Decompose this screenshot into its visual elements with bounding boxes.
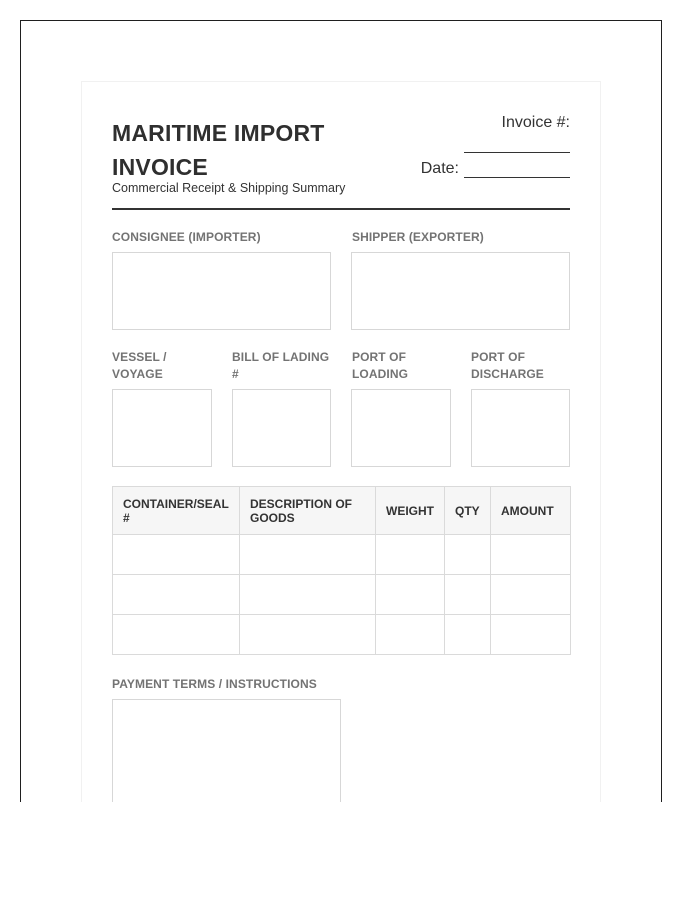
shipper-label: SHIPPER (EXPORTER) [352, 230, 484, 244]
invoice-number-field[interactable] [464, 152, 570, 153]
date-label: Date: [420, 160, 459, 177]
payment-terms-label: PAYMENT TERMS / INSTRUCTIONS [112, 677, 317, 691]
table-row [113, 615, 571, 655]
goods-table [112, 486, 571, 655]
port-of-loading-label: PORT OF LOADING [352, 350, 409, 381]
table-row [113, 535, 571, 575]
invoice-number-row [502, 114, 570, 132]
table-header-row [113, 487, 571, 535]
table-cell-amount[interactable] [491, 615, 571, 655]
consignee-field[interactable] [112, 252, 331, 330]
table-cell-qty[interactable] [445, 535, 491, 575]
table-cell-qty[interactable] [445, 615, 491, 655]
payment-terms-field[interactable] [112, 699, 341, 802]
table-cell-description[interactable] [240, 615, 376, 655]
page-subtitle: Commercial Receipt & Shipping Summary [112, 181, 346, 195]
vessel-field[interactable] [112, 389, 212, 467]
header-divider [112, 208, 570, 210]
column-header-weight: WEIGHT [376, 487, 445, 535]
table-row [113, 575, 571, 615]
port-of-loading-field[interactable] [351, 389, 451, 467]
date-field[interactable] [464, 159, 570, 178]
document-viewport [20, 20, 662, 802]
table-cell-weight[interactable] [376, 615, 445, 655]
consignee-label: CONSIGNEE (IMPORTER) [112, 230, 261, 244]
column-header-qty: QTY [445, 487, 491, 535]
port-of-discharge-label: PORT OF DISCHARGE [471, 350, 544, 381]
vessel-label: VESSEL / VOYAGE [112, 350, 167, 381]
column-header-description: DESCRIPTION OF GOODS [240, 487, 376, 535]
date-row [421, 159, 570, 178]
table-cell-weight[interactable] [376, 575, 445, 615]
table-cell-amount[interactable] [491, 575, 571, 615]
page-title: MARITIME IMPORT INVOICE [112, 120, 325, 180]
bill-of-lading-label: BILL OF LADING # [232, 350, 330, 381]
port-of-discharge-field[interactable] [471, 389, 570, 467]
invoice-sheet [81, 81, 601, 802]
shipper-field[interactable] [351, 252, 570, 330]
table-cell-container[interactable] [113, 575, 240, 615]
table-cell-qty[interactable] [445, 575, 491, 615]
column-header-container: CONTAINER/SEAL # [113, 487, 240, 535]
table-cell-weight[interactable] [376, 535, 445, 575]
bill-of-lading-field[interactable] [232, 389, 331, 467]
column-header-amount: AMOUNT [491, 487, 571, 535]
table-cell-container[interactable] [113, 535, 240, 575]
invoice-number-label: Invoice #: [501, 114, 570, 131]
table-cell-description[interactable] [240, 575, 376, 615]
table-cell-description[interactable] [240, 535, 376, 575]
table-cell-container[interactable] [113, 615, 240, 655]
table-cell-amount[interactable] [491, 535, 571, 575]
